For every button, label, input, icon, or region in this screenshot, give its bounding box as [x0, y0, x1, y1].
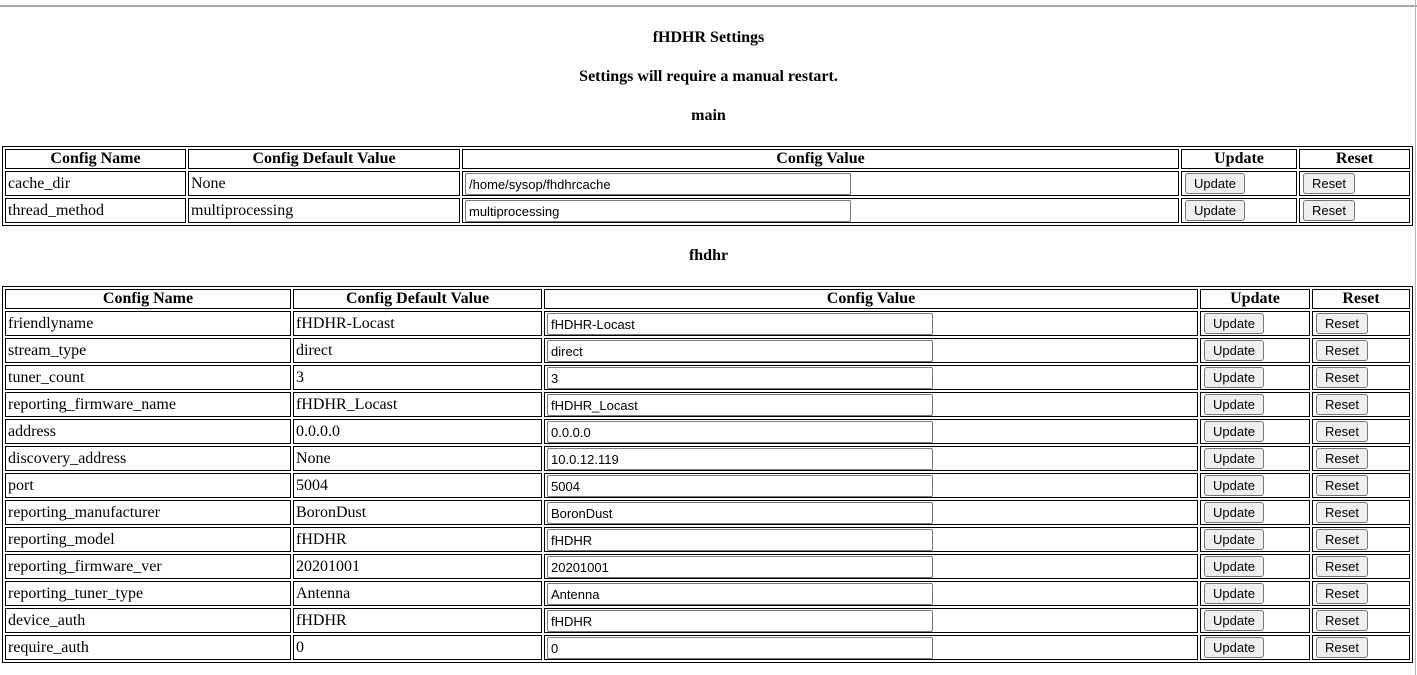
config-default-cell: 0.0.0.0: [293, 419, 542, 444]
update-button[interactable]: Update: [1204, 475, 1264, 496]
config-name-cell: address: [5, 419, 291, 444]
reset-cell: [1312, 635, 1410, 660]
config-value-cell: [462, 171, 1179, 196]
config-name-cell: reporting_manufacturer: [5, 500, 291, 525]
update-cell: [1200, 338, 1310, 363]
config-value-cell: [544, 554, 1198, 579]
reset-button[interactable]: Reset: [1316, 502, 1368, 523]
section-heading: main: [691, 107, 726, 124]
column-header-2: Config Value: [462, 149, 1179, 169]
config-row: [5, 419, 1410, 444]
config-row: [5, 392, 1410, 417]
reset-button[interactable]: Reset: [1316, 475, 1368, 496]
config-value-input[interactable]: [547, 637, 933, 659]
reset-button[interactable]: Reset: [1316, 556, 1368, 577]
reset-cell: [1312, 392, 1410, 417]
config-value-input[interactable]: [547, 367, 933, 389]
section-heading: fhdhr: [688, 247, 729, 264]
config-value-cell: [544, 338, 1198, 363]
config-name-cell: reporting_tuner_type: [5, 581, 291, 606]
config-name-cell: require_auth: [5, 635, 291, 660]
reset-button[interactable]: Reset: [1316, 313, 1368, 334]
window-top-edge: [0, 5, 1417, 7]
config-value-input[interactable]: [547, 502, 933, 524]
update-cell: [1200, 419, 1310, 444]
config-value-cell: [544, 527, 1198, 552]
column-header-3: Update: [1181, 149, 1297, 169]
config-name-cell: friendlyname: [5, 311, 291, 336]
reset-button[interactable]: Reset: [1316, 367, 1368, 388]
reset-button[interactable]: Reset: [1316, 340, 1368, 361]
config-default-cell: direct: [293, 338, 542, 363]
config-name-cell: device_auth: [5, 608, 291, 633]
config-value-input[interactable]: [547, 421, 933, 443]
config-row: [5, 338, 1410, 363]
update-button[interactable]: Update: [1204, 610, 1264, 631]
update-button[interactable]: Update: [1204, 448, 1264, 469]
config-value-cell: [544, 446, 1198, 471]
config-row: [5, 365, 1410, 390]
config-default-cell: 0: [293, 635, 542, 660]
config-name-cell: tuner_count: [5, 365, 291, 390]
config-name-cell: reporting_firmware_ver: [5, 554, 291, 579]
config-value-input[interactable]: [465, 173, 851, 195]
column-header-2: Config Value: [544, 289, 1198, 309]
config-row: [5, 171, 1410, 196]
config-value-cell: [462, 198, 1179, 223]
reset-cell: [1312, 527, 1410, 552]
column-header-4: Reset: [1312, 289, 1410, 309]
update-button[interactable]: Update: [1204, 583, 1264, 604]
update-button[interactable]: Update: [1204, 637, 1264, 658]
config-row: [5, 554, 1410, 579]
reset-cell: [1312, 311, 1410, 336]
update-button[interactable]: Update: [1204, 529, 1264, 550]
config-row: [5, 608, 1410, 633]
reset-button[interactable]: Reset: [1316, 637, 1368, 658]
config-value-cell: [544, 311, 1198, 336]
reset-button[interactable]: Reset: [1316, 448, 1368, 469]
config-value-input[interactable]: [465, 200, 851, 222]
config-name-cell: reporting_firmware_name: [5, 392, 291, 417]
config-value-cell: [544, 419, 1198, 444]
config-value-cell: [544, 581, 1198, 606]
update-button[interactable]: Update: [1185, 173, 1245, 194]
config-row: [5, 500, 1410, 525]
config-section: [0, 107, 1417, 226]
config-table: [2, 146, 1413, 226]
update-cell: [1200, 635, 1310, 660]
reset-button[interactable]: Reset: [1303, 173, 1355, 194]
window-right-edge: [1415, 0, 1416, 675]
config-value-cell: [544, 608, 1198, 633]
update-cell: [1200, 365, 1310, 390]
config-default-cell: BoronDust: [293, 500, 542, 525]
config-default-cell: 5004: [293, 473, 542, 498]
config-row: [5, 473, 1410, 498]
update-button[interactable]: Update: [1204, 421, 1264, 442]
reset-button[interactable]: Reset: [1316, 583, 1368, 604]
reset-cell: [1312, 473, 1410, 498]
config-value-cell: [544, 473, 1198, 498]
config-row: [5, 527, 1410, 552]
update-cell: [1181, 198, 1297, 223]
config-default-cell: fHDHR_Locast: [293, 392, 542, 417]
config-value-cell: [544, 365, 1198, 390]
config-row: [5, 446, 1410, 471]
column-header-1: Config Default Value: [293, 289, 542, 309]
reset-button[interactable]: Reset: [1316, 421, 1368, 442]
config-section: [0, 247, 1417, 663]
config-value-cell: [544, 500, 1198, 525]
reset-button[interactable]: Reset: [1316, 610, 1368, 631]
config-name-cell: discovery_address: [5, 446, 291, 471]
config-value-input[interactable]: [547, 475, 933, 497]
page-title: fHDHR Settings: [652, 29, 765, 46]
config-default-cell: fHDHR-Locast: [293, 311, 542, 336]
config-default-cell: fHDHR: [293, 527, 542, 552]
reset-cell: [1312, 608, 1410, 633]
update-button[interactable]: Update: [1204, 340, 1264, 361]
update-cell: [1200, 446, 1310, 471]
update-cell: [1200, 311, 1310, 336]
reset-cell: [1312, 338, 1410, 363]
column-header-0: Config Name: [5, 289, 291, 309]
reset-button[interactable]: Reset: [1303, 200, 1355, 221]
reset-cell: [1299, 171, 1410, 196]
sections: [0, 107, 1417, 663]
update-button[interactable]: Update: [1204, 313, 1264, 334]
update-cell: [1200, 527, 1310, 552]
config-default-cell: None: [293, 446, 542, 471]
config-default-cell: multiprocessing: [188, 198, 460, 223]
config-value-input[interactable]: [547, 529, 933, 551]
config-table: [2, 286, 1413, 663]
reset-cell: [1299, 198, 1410, 223]
config-row: [5, 311, 1410, 336]
reset-cell: [1312, 500, 1410, 525]
column-header-3: Update: [1200, 289, 1310, 309]
config-value-input[interactable]: [547, 340, 933, 362]
config-default-cell: fHDHR: [293, 608, 542, 633]
config-value-input[interactable]: [547, 313, 933, 335]
config-name-cell: cache_dir: [5, 171, 186, 196]
config-default-cell: None: [188, 171, 460, 196]
reset-button[interactable]: Reset: [1316, 394, 1368, 415]
update-button[interactable]: Update: [1204, 367, 1264, 388]
reset-cell: [1312, 365, 1410, 390]
column-header-4: Reset: [1299, 149, 1410, 169]
config-row: [5, 581, 1410, 606]
config-row: [5, 635, 1410, 660]
config-value-input[interactable]: [547, 583, 933, 605]
update-button[interactable]: Update: [1185, 200, 1245, 221]
update-cell: [1200, 392, 1310, 417]
reset-cell: [1312, 581, 1410, 606]
update-cell: [1200, 500, 1310, 525]
update-button[interactable]: Update: [1204, 502, 1264, 523]
update-cell: [1200, 473, 1310, 498]
header-row: [5, 289, 1410, 309]
reset-cell: [1312, 446, 1410, 471]
column-header-0: Config Name: [5, 149, 186, 169]
column-header-1: Config Default Value: [188, 149, 460, 169]
config-default-cell: 3: [293, 365, 542, 390]
config-default-cell: 20201001: [293, 554, 542, 579]
update-cell: [1200, 554, 1310, 579]
config-name-cell: thread_method: [5, 198, 186, 223]
config-name-cell: port: [5, 473, 291, 498]
update-cell: [1181, 171, 1297, 196]
config-value-input[interactable]: [547, 448, 933, 470]
config-row: [5, 198, 1410, 223]
config-value-input[interactable]: [547, 556, 933, 578]
update-cell: [1200, 608, 1310, 633]
config-value-cell: [544, 392, 1198, 417]
config-value-cell: [544, 635, 1198, 660]
reset-button[interactable]: Reset: [1316, 529, 1368, 550]
config-name-cell: stream_type: [5, 338, 291, 363]
config-name-cell: reporting_model: [5, 527, 291, 552]
config-value-input[interactable]: [547, 394, 933, 416]
config-value-input[interactable]: [547, 610, 933, 632]
reset-cell: [1312, 419, 1410, 444]
reset-cell: [1312, 554, 1410, 579]
update-button[interactable]: Update: [1204, 556, 1264, 577]
update-cell: [1200, 581, 1310, 606]
restart-notice: Settings will require a manual restart.: [579, 68, 838, 85]
config-default-cell: Antenna: [293, 581, 542, 606]
header-row: [5, 149, 1410, 169]
update-button[interactable]: Update: [1204, 394, 1264, 415]
